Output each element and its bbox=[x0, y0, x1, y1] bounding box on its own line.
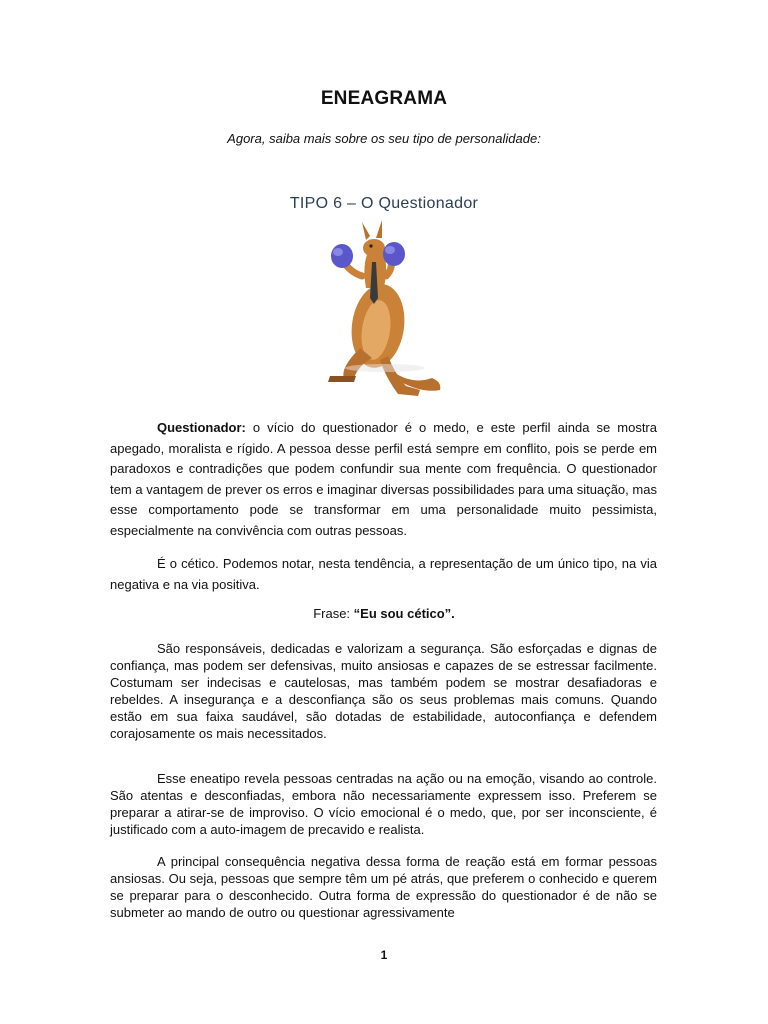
document-title: ENEAGRAMA bbox=[320, 88, 448, 109]
paragraph-eneatipo: Esse eneatipo revela pessoas centradas na ação ou na emoção, visando ao controle. São atentas e desconfiadas, embora não necessariamente expressem isso. Preferem se preparar a atirar-se de improviso. O vício emocional é o medo, que, por ser inconsciente, é justificado com a auto-imagem de precavido e realista. bbox=[110, 771, 657, 837]
phrase-line bbox=[0, 606, 768, 621]
phrase-label: Frase: bbox=[313, 606, 354, 621]
paragraph-questionador bbox=[110, 418, 657, 541]
document-subtitle: Agora, saiba mais sobre os seu tipo de personalidade: bbox=[227, 131, 541, 146]
paragraph-body: o vício do questionador é o medo, e este perfil ainda se mostra apegado, moralista e rígido. A pessoa desse perfil está sempre em conflito, pois se perde em paradoxos e contradições que podem confundir sua mente com frequência. O questionador tem a vantagem de prever os erros e imaginar diversas possibilidades para uma situação, mas esse comportamento pode se transformar em uma personalidade muito pessimista, especialmente na convivência com outras pessoas. bbox=[110, 420, 657, 538]
paragraph-consequencia: A principal consequência negativa dessa forma de reação está em formar pessoas ansiosas. Ou seja, pessoas que sempre têm um pé atrás, que preferem o conhecido e querem se preparar para o desconhecido. Outra forma de expressão do questionador é de não se submeter ao mando de outro ou questionar agressivamente bbox=[110, 854, 657, 920]
paragraph-responsaveis: São responsáveis, dedicadas e valorizam a segurança. São esforçadas e dignas de confiança, mas podem ser defensivas, muito ansiosas e capazes de se estressar facilmente. Costumam ser indecisas e cautelosas, mas também podem se mostrar desafiadoras e rebeldes. A insegurança e a desconfiança são os seus problemas mais comuns. Quando estão em sua faixa saudável, são dotadas de estabilidade, autoconfiança e defendem corajosamente os mais necessitados. bbox=[110, 641, 657, 741]
page-number: 1 bbox=[380, 948, 388, 962]
paragraph-lead: Questionador: bbox=[157, 420, 246, 435]
paragraph-cetico: É o cético. Podemos notar, nesta tendência, a representação de um único tipo, na via negativa e na via positiva. bbox=[110, 556, 657, 592]
kangaroo-boxer-illustration bbox=[310, 218, 460, 404]
type-heading: TIPO 6 – O Questionador bbox=[289, 195, 479, 212]
phrase-value: “Eu sou cético”. bbox=[353, 606, 455, 621]
